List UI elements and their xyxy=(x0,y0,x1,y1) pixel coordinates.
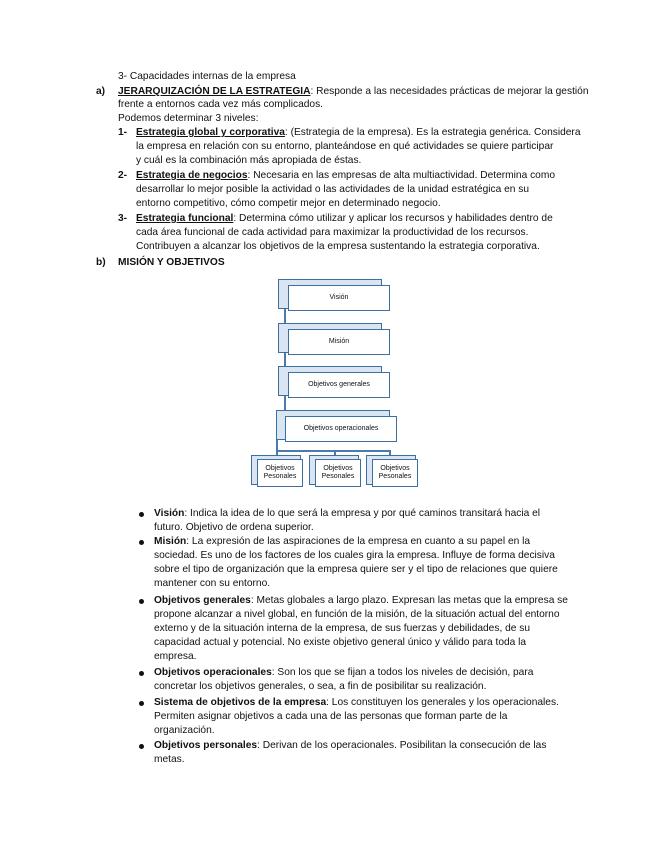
bullet-generales-term: Objetivos generales xyxy=(154,595,251,606)
bullet-operacionales-term: Objetivos operacionales xyxy=(154,667,272,678)
bullet-personales-line1: Objetivos personales: Derivan de los operacionales. Posibilitan la consecución de las xyxy=(154,740,547,751)
personales-box-1 xyxy=(257,459,303,487)
bullet-generales-line2: propone alcanzar a nivel global, en función de la misión, de la situación actual del entorno xyxy=(154,609,560,620)
bullet-mision-line3: sobre el tipo de organización que la empresa quiere ser y el tipo de relaciones que quiere xyxy=(154,564,558,575)
personales-label: Objetivos Pesonales xyxy=(378,465,412,480)
operacionales-box xyxy=(285,416,397,442)
bullet-generales-line3: externo y de la situación interna de la empresa, de sus fuerzas y debilidades, de su xyxy=(154,623,531,634)
bullet-sistema-line1: Sistema de objetivos de la empresa: Los constituyen los generales y los operacionales. xyxy=(154,697,559,708)
personales-box-2 xyxy=(315,459,361,487)
operacionales-label: Objetivos operacionales xyxy=(303,425,379,432)
personales-box-3 xyxy=(372,459,418,487)
bullet-generales-line1: Objetivos generales: Metas globales a largo plazo. Expresan las metas que la empresa se xyxy=(154,595,568,606)
bullet-generales-line4: capacidad actual y potencial. No existe objetivo general único y válido para toda la xyxy=(154,637,527,648)
bullet-vision-term: Visión xyxy=(154,508,185,519)
bullet-sistema-line3: organización. xyxy=(154,725,215,736)
level-2-line3: entorno competitivo, cómo competir mejor en determinado negocio. xyxy=(136,198,441,209)
level-3-line2: cada área funcional de cada actividad para maximizar la productividad de los recursos. xyxy=(136,227,529,238)
bullet-dot xyxy=(139,512,144,517)
bullet-personales-term: Objetivos personales xyxy=(154,740,258,751)
section-a-text-line2: frente a entornos cada vez más complicados. xyxy=(118,99,323,110)
section-a-heading xyxy=(118,85,589,98)
bullet-mision-term: Misión xyxy=(154,536,187,547)
level-1-num: 1- xyxy=(118,127,128,138)
bullet-sistema-line2: Permiten asignar objetivos a cada una de las personas que forman parte de la xyxy=(154,711,508,722)
section-b-title: MISIÓN Y OBJETIVOS xyxy=(118,257,225,268)
level-3-line3: Contribuyen a alcanzar los objetivos de la empresa sustentando la estrategia corporativa. xyxy=(136,241,540,252)
bullet-sistema-term: Sistema de objetivos de la empresa xyxy=(154,697,327,708)
bullet-vision-line1: Visión: Indica la idea de lo que será la empresa y por qué caminos transitará hacia el xyxy=(154,508,541,519)
level-3-line1: Estrategia funcional: Determina cómo utilizar y aplicar los recursos y habilidades dentro de xyxy=(136,213,553,224)
personales-label: Objetivos Pesonales xyxy=(263,465,297,480)
level-1-term: Estrategia global y corporativa xyxy=(136,127,285,138)
personales-label: Objetivos Pesonales xyxy=(321,465,355,480)
generales-label: Objetivos generales xyxy=(308,381,370,388)
section-a-text-line1: : Responde a las necesidades prácticas de mejorar la gestión xyxy=(310,86,589,97)
level-2-num: 2- xyxy=(118,170,128,181)
mision-box xyxy=(288,329,390,355)
mision-label: Misión xyxy=(328,338,350,345)
generales-box xyxy=(288,372,390,398)
section-a-marker: a) xyxy=(96,86,106,97)
section-b-marker: b) xyxy=(96,257,106,268)
bullet-vision-line2: futuro. Objetivo de ordena superior. xyxy=(154,522,314,533)
bullet-operacionales-line1: Objetivos operacionales: Son los que se fijan a todos los niveles de decisión, para xyxy=(154,667,534,678)
level-1-line1: Estrategia global y corporativa: (Estrategia de la empresa). Es la estrategia genérica. Considera xyxy=(136,127,581,138)
section-a-title: JERARQUIZACIÓN DE LA ESTRATEGIA xyxy=(118,86,311,97)
bullet-personales-line2: metas. xyxy=(154,754,185,765)
level-2-line2: desarrollar lo mejor posible la actividad o las actividades de la unidad estratégica en su xyxy=(136,184,530,195)
level-2-line1: Estrategia de negocios: Necesaria en las empresas de alta multiactividad. Determina como xyxy=(136,170,555,181)
intro-item: 3- Capacidades internas de la empresa xyxy=(118,71,296,82)
bullet-mision-line2: sociedad. Es uno de los factores de los cuales gira la empresa. Influye de forma decisiva xyxy=(154,550,555,561)
bullet-dot xyxy=(139,701,144,706)
bullet-generales-line5: empresa. xyxy=(154,651,197,662)
level-2-term: Estrategia de negocios xyxy=(136,170,248,181)
bullet-dot xyxy=(139,540,144,545)
level-1-line2: la empresa en relación con su entorno, planteándose en qué actividades se quiere participar xyxy=(136,141,554,152)
level-3-num: 3- xyxy=(118,213,128,224)
bullet-dot xyxy=(139,671,144,676)
bullet-operacionales-line2: concretar los objetivos generales, o sea, a fin de posibilitar su realización. xyxy=(154,681,487,692)
bullet-dot xyxy=(139,599,144,604)
bullet-dot xyxy=(139,744,144,749)
vision-box xyxy=(288,285,390,311)
level-1-line3: y cuál es la combinación más apropiada de éstas. xyxy=(136,155,362,166)
level-3-term: Estrategia funcional xyxy=(136,213,234,224)
levels-intro: Podemos determinar 3 niveles: xyxy=(118,113,259,124)
bullet-mision-line4: mantener con su entorno. xyxy=(154,578,271,589)
bullet-mision-line1: Misión: La expresión de las aspiraciones de la empresa en cuanto a su papel en la xyxy=(154,536,531,547)
vision-label: Visión xyxy=(329,294,349,301)
